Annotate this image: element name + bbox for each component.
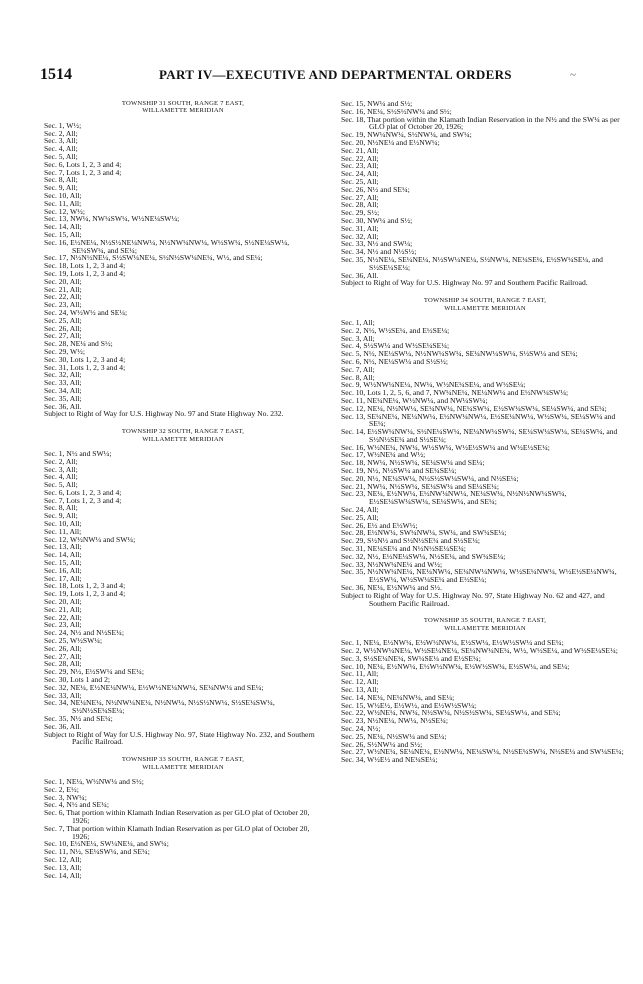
section-line: Sec. 20, N½NE¼ and E½NW¼; [341, 137, 440, 147]
section-line: Sec. 11, NE¼NE¼, W½NW¼, and NW¼SW¼; [341, 395, 488, 405]
section-line: Sec. 16, NE¼, S½S½NW¼ and S½; [341, 106, 452, 116]
section-line: Sec. 25, All; [44, 315, 82, 325]
left-column [44, 100, 322, 879]
section-list [44, 778, 322, 879]
section-line: Sec. 20, All; [44, 276, 82, 286]
section-line: Sec. 18, NW¼, N½SW¼, SE¼SW¼ and SE¼; [341, 458, 485, 468]
section-line: Sec. 10, NE¼, E½NW¼, E½W½NW¼, E½W½SW¼, E½SW¼, and SE¼; [341, 661, 570, 671]
township-heading [341, 297, 629, 312]
page-number: 1514 [40, 66, 72, 83]
section-line: Sec. 24, N½ and N½SE¼; [44, 628, 124, 638]
section-line: Sec. 22, All; [44, 612, 82, 622]
section-line: Sec. 32, All; [341, 231, 379, 241]
section-line: Sec. 20, N½, NE¼SW¼, N½S½SW¼SW¼, and N½SE¼; [341, 473, 519, 483]
township-section [341, 287, 629, 607]
section-line: Sec. 3, All; [44, 464, 78, 474]
section-line: Sec. 23, N½NE¼, NW¼, N½SE¼; [341, 716, 448, 726]
township-heading [341, 617, 629, 632]
section-line: Sec. 28, NE¼ and S½; [44, 339, 113, 349]
heading-line: TOWNSHIP 32 SOUTH, RANGE 7 EAST, [121, 428, 245, 436]
section-line: Sec. 27, W½NE¼, SE¼NE¼, E½NW¼, NE¼SW¼, N½SE¼SW¼, N½SE¼ and SW¼SE¼; [341, 747, 624, 757]
section-line: Sec. 17, W½NE¼ and W½; [341, 450, 426, 460]
section-line: Sec. 22, All; [44, 292, 82, 302]
section-line: Sec. 7, Lots 1, 2, 3 and 4; [44, 495, 122, 505]
section-line: Sec. 25, NE¼, N½SW¼ and SE¼; [341, 731, 447, 741]
page-title: PART IV—EXECUTIVE AND DEPARTMENTAL ORDERS [159, 67, 512, 82]
section-line: Sec. 5, All; [44, 152, 78, 161]
section-line: Sec. 14, All; [44, 870, 82, 880]
section-list [341, 639, 629, 764]
section-line: Sec. 36, All. [44, 721, 82, 731]
section-line: Sec. 15, All; [44, 558, 82, 568]
heading-line: WILLAMETTE MERIDIAN [142, 435, 224, 443]
section-line: Sec. 16, E½NE¼, N½S½NE¼NW¼, N½NW¼NW¼, W½SW¼, S½NE¼SW¼, SE¼SW¼, and SE¼; [44, 237, 290, 255]
section-line: Sec. 36, NE¼, E½NW¼ and S½. [341, 583, 443, 593]
section-line: Sec. 12, NE¼, N½NW¼, SE¼NW¼, NE¼SW¼, E½SW¼SW¼, SE¼SW¼, and SE¼; [341, 403, 607, 413]
section-line: Sec. 1, NE¼, E½NW¼, E½W½NW¼, E½SW¼, E½W½SW¼ and SE¼; [341, 638, 564, 648]
section-line: Sec. 25, W½SW¼; [44, 636, 103, 646]
section-line: Sec. 14, All; [44, 550, 82, 560]
section-line: Sec. 2, All; [44, 128, 78, 138]
section-line: Sec. 34, NE¼NE¼, N½NW¼NE¼, N½NW¼, N½S½NW¼, S½SE¼SW¼, S½N½SE¼SE¼; [44, 698, 275, 716]
section-line: Sec. 16, All; [44, 565, 82, 575]
section-line: Sec. 12, All; [44, 854, 82, 864]
section-line: Sec. 32, All; [44, 370, 82, 380]
heading-line: WILLAMETTE MERIDIAN [142, 763, 224, 771]
heading-line: TOWNSHIP 34 SOUTH, RANGE 7 EAST, [423, 297, 547, 305]
section-line: Sec. 11, All; [341, 669, 379, 679]
section-line: Sec. 32, N½, E½NE¼SW¼, N½SE¼, and SW¼SE¼; [341, 551, 506, 561]
section-line: Sec. 7, All; [341, 364, 375, 374]
section-line: Sec. 8, All; [44, 175, 78, 185]
section-line: Sec. 8, All; [341, 372, 375, 382]
section-line: Sec. 33, All; [44, 378, 82, 388]
township-section [44, 418, 322, 746]
section-line: Sec. 15, W½E½, E½W½, and E½W½SW¼; [341, 700, 477, 710]
section-line: Sec. 4, S½SW¼ and W½SE¼SE¼; [341, 341, 450, 351]
section-line: Sec. 24, N½; [341, 724, 381, 733]
page-header [40, 66, 620, 90]
heading-line: TOWNSHIP 31 SOUTH, RANGE 7 EAST, [121, 100, 245, 107]
right-of-way-note: Subject to Right of Way for U.S. Highway No. 97 and Southern Pacific Railroad. [341, 278, 588, 288]
section-line: Sec. 22, W½NE¼, NW¼, N½SW¼, N½S½SW¼, SE¼SW¼, and SE¼; [341, 708, 561, 718]
section-line: Sec. 12, All; [341, 677, 379, 687]
section-line: Sec. 9, All; [44, 511, 78, 521]
section-line: Sec. 10, All; [44, 519, 82, 529]
section-line: Sec. 29, N½, E½SW¼ and SE¼; [44, 667, 144, 677]
section-gap [44, 418, 322, 428]
section-line: Sec. 8, All; [44, 503, 78, 513]
township-section [44, 746, 322, 879]
section-line: Sec. 21, All; [44, 604, 82, 614]
section-line: Sec. 30, Lots 1 and 2; [44, 675, 111, 685]
section-line: Sec. 13, All; [44, 542, 82, 552]
section-line: Sec. 13, SE¼NE¼, NE¼NW¼, E½NW¼NW¼, E½SE¼NW¼, W½SW¼, SE¼SW¼ and SE¼; [341, 411, 616, 429]
section-line: Sec. 35, N½NW¼NE¼, NE¼NW¼, SE¼NW¼NW¼, W½SE¼NW¼, W½E½SE¼NW¼, E½SW¼, W½SW¼SE¼ and E½SE¼; [341, 567, 617, 585]
section-gap [44, 746, 322, 756]
section-line: Sec. 15, NW¼ and S½; [341, 99, 413, 108]
heading-line: TOWNSHIP 33 SOUTH, RANGE 7 EAST, [121, 756, 245, 764]
section-line: Sec. 21, All; [341, 145, 379, 155]
section-line: Sec. 21, All; [44, 284, 82, 294]
township-section [341, 100, 629, 287]
section-line: Sec. 17, All; [44, 573, 82, 583]
section-line: Sec. 12, W½NW¼ and SW¼; [44, 534, 136, 544]
section-line: Sec. 29, S½N½ and S½N½SE¼ and S½SE¼; [341, 536, 481, 546]
section-line: Sec. 26, N½ and SE¼; [341, 184, 410, 194]
section-line: Sec. 23, All; [44, 300, 82, 310]
section-line: Sec. 34, W½E½ and NE¼SE¼; [341, 755, 438, 765]
section-list [341, 319, 629, 607]
section-line: Sec. 31, NE¼SE¼ and N½N½SE¼SE¼; [341, 544, 466, 554]
section-line: Sec. 24, All; [341, 505, 379, 515]
section-line: Sec. 27, All; [341, 192, 379, 202]
section-line: Sec. 18, Lots 1, 2, 3 and 4; [44, 581, 126, 591]
township-heading [44, 428, 322, 443]
section-line: Sec. 10, All; [44, 190, 82, 200]
section-line: Sec. 24, All; [341, 169, 379, 179]
heading-line: WILLAMETTE MERIDIAN [444, 304, 526, 312]
section-line: Sec. 11, All; [44, 198, 82, 208]
section-line: Sec. 31, Lots 1, 2, 3 and 4; [44, 362, 126, 372]
section-line: Sec. 11, All; [44, 526, 82, 536]
section-line: Sec. 6, Lots 1, 2, 3 and 4; [44, 487, 122, 497]
section-line: Sec. 35, N½NE¼, SE¼NE¼, N½SW¼NE¼, S½NW¼, NE¼SE¼, E½SW¼SE¼, and S½SE¼SE¼; [341, 254, 603, 272]
section-line: Sec. 35, N½ and SE¼; [44, 714, 113, 723]
section-line: Sec. 26, All; [44, 643, 82, 653]
section-line: Sec. 14, All; [44, 222, 82, 232]
section-line: Sec. 11, N½, SE¼SW¼, and SE¼; [44, 847, 150, 857]
section-line: Sec. 7, Lots 1, 2, 3 and 4; [44, 167, 122, 177]
section-line: Sec. 34, All; [44, 385, 82, 395]
section-line: Sec. 26, E½ and E½W½; [341, 520, 418, 530]
section-line: Sec. 5, All; [44, 480, 78, 490]
section-line: Sec. 13, NW¼, NW¼SW¼, W½NE¼SW¼; [44, 214, 180, 224]
section-line: Sec. 6, That portion within Klamath Indian Reservation as per GLO plat of October 20, 1926; [44, 808, 310, 825]
section-line: Sec. 36, All. [44, 401, 82, 411]
section-line: Sec. 25, All; [341, 512, 379, 522]
section-line: Sec. 7, That portion within Klamath Indian Reservation as per GLO plat of October 20, 1926; [44, 823, 310, 841]
section-line: Sec. 15, All; [44, 229, 82, 239]
section-line: Sec. 4, All; [44, 472, 78, 482]
township-section [341, 607, 629, 764]
section-line: Sec. 36, All. [341, 270, 379, 280]
section-line: Sec. 14, E½SW¼NW¼, S½NE¼SW¼, NE¼NW¼SW¼, SE¼SW¼SW¼, SE¼SW¼, and S½N½SE¼ and S½SE¼; [341, 427, 618, 444]
section-line: Sec. 34, N½ and N½S½; [341, 247, 417, 257]
township-heading [44, 756, 322, 771]
section-line: Sec. 24, W½W½ and SE¼; [44, 307, 128, 317]
section-line: Sec. 28, All; [341, 200, 379, 210]
section-line: Sec. 1, NE¼, W½NW¼ and S½; [44, 777, 144, 786]
section-list [341, 100, 629, 287]
section-line: Sec. 19, Lots 1, 2, 3 and 4; [44, 589, 126, 599]
section-line: Sec. 28, E½NW¼, SW¼NW¼, SW¼, and SW¼SE¼; [341, 528, 507, 538]
section-line: Sec. 23, NE¼, E½NW¼, E½NW¼NW¼, NE¼SW¼, N½N½NW¼SW¼, E½SE¼SW¼SW¼, SE¼SW¼, and SE¼; [341, 489, 567, 507]
section-line: Sec. 6, Lots 1, 2, 3 and 4; [44, 159, 122, 169]
section-line: Sec. 33, N½ and SW¼; [341, 239, 413, 249]
section-line: Sec. 13, All; [341, 685, 379, 695]
section-line: Sec. 12, W½; [44, 206, 85, 216]
township-heading [44, 100, 322, 115]
section-line: Sec. 22, All; [341, 153, 379, 163]
section-line: Sec. 23, All; [341, 161, 379, 171]
section-line: Sec. 31, All; [341, 223, 379, 233]
section-line: Sec. 3, NW¼; [44, 792, 87, 802]
section-line: Sec. 3, All; [44, 136, 78, 146]
section-line: Sec. 29, S½; [341, 208, 380, 218]
section-line: Sec. 32, NE¼, E½NE¼NW¼, E½W½NE¼NW¼, SE¼NW¼ and SE¼; [44, 682, 264, 692]
section-line: Sec. 19, Lots 1, 2, 3 and 4; [44, 268, 126, 278]
township-section [44, 100, 322, 418]
section-line: Sec. 27, All; [44, 331, 82, 341]
section-line: Sec. 13, All; [44, 862, 82, 872]
right-of-way-note: Subject to Right of Way for U.S. Highway No. 97, State Highway No. 232, and Southern Pacific Railroad. [44, 729, 315, 747]
section-line: Sec. 18, Lots 1, 2, 3 and 4; [44, 261, 126, 271]
section-line: Sec. 27, All; [44, 651, 82, 661]
section-line: Sec. 17, N½N½NE¼, S½SW¼NE¼, S½N½SW¼NE¼, W½, and SE¼; [44, 253, 263, 263]
section-line: Sec. 2, E½; [44, 784, 79, 794]
section-list [44, 450, 322, 746]
section-line: Sec. 14, NE¼, NE¼NW¼, and SE¼; [341, 692, 455, 702]
section-line: Sec. 2, All; [44, 456, 78, 466]
section-line: Sec. 4, All; [44, 144, 78, 154]
section-line: Sec. 6, N½, NE¼SW¼ and S½S½; [341, 356, 448, 366]
heading-line: TOWNSHIP 35 SOUTH, RANGE 7 EAST, [423, 617, 547, 625]
heading-line: WILLAMETTE MERIDIAN [142, 107, 224, 115]
section-line: Sec. 4, N½ and SE¼; [44, 800, 109, 810]
section-line: Sec. 21, NW¼, N½SW¼, SE¼SW¼ and SE¼SE¼; [341, 481, 499, 491]
section-line: Sec. 30, Lots 1, 2, 3 and 4; [44, 354, 126, 364]
section-line: Sec. 29, W½; [44, 346, 85, 356]
section-line: Sec. 28, All; [44, 659, 82, 669]
section-line: Sec. 35, All; [44, 393, 82, 403]
section-line: Sec. 5, N½, NE¼SW¼, N½NW¼SW¼, SE¼NW¼SW¼, S½SW¼ and SE¼; [341, 349, 578, 359]
section-gap [341, 607, 629, 617]
section-line: Sec. 9, W½NW¼NE¼, NW¼, W½NE¼SE¼, and W½SE¼; [341, 380, 526, 390]
section-line: Sec. 10, Lots 1, 2, 5, 6, and 7, NW¼NE¼, NE¼NW¼ and E½NW¼SW¼; [341, 388, 569, 398]
section-line: Sec. 26, All; [44, 323, 82, 333]
section-line: Sec. 10, E½NE¼, SW¼NE¼, and SW¼; [44, 839, 169, 849]
section-line: Sec. 2, N½, W½SE¼, and E½SE¼; [341, 325, 450, 335]
section-line: Sec. 16, W½NE¼, NW¼, W½SW¼, W½E½SW¼ and W½E½SE¼; [341, 442, 550, 452]
section-line: Sec. 19, N½, N½SW¼ and SE¼SE¼; [341, 466, 457, 476]
section-line: Sec. 26, S½NW¼ and S½; [341, 739, 423, 749]
section-line: Sec. 9, All; [44, 183, 78, 193]
section-line: Sec. 3, S½SE¼NE¼, SW¼SE¼ and E½SE¼; [341, 653, 481, 663]
section-line: Sec. 19, NW¼NW¼, S½NW¼, and SW¼; [341, 130, 472, 140]
section-line: Sec. 18, That portion within the Klamath Indian Reservation in the N½ and the SW¼ as per GLO plat of October 20, 1926; [341, 114, 620, 132]
section-line: Sec. 30, NW¼ and S½; [341, 215, 413, 225]
margin-mark: ~ [570, 69, 576, 81]
section-line: Sec. 1, All; [341, 317, 375, 327]
right-of-way-note: Subject to Right of Way for U.S. Highway No. 97, State Highway No. 62 and 427, and Southern Pacific Railroad. [341, 590, 605, 608]
section-line: Sec. 3, All; [341, 333, 375, 343]
right-of-way-note: Subject to Right of Way for U.S. Highway No. 97 and State Highway No. 232. [44, 409, 284, 419]
section-line: Sec. 1, N½ and SW¼; [44, 448, 112, 458]
right-column [341, 100, 629, 764]
section-line: Sec. 33, N½NW¼NE¼ and W½; [341, 559, 443, 569]
section-line: Sec. 25, All; [341, 176, 379, 186]
section-line: Sec. 2, W½NW¼NE¼, W½SE¼NE¼, SE¼NW¼NE¼, W½, W½SE¼, and W½SE¼SE¼; [341, 646, 618, 656]
section-line: Sec. 20, All; [44, 597, 82, 607]
section-gap [341, 287, 629, 297]
heading-line: WILLAMETTE MERIDIAN [444, 624, 526, 632]
section-line: Sec. 1, W½; [44, 120, 82, 130]
section-line: Sec. 23, All; [44, 620, 82, 630]
section-line: Sec. 33, All; [44, 690, 82, 700]
section-list [44, 122, 322, 418]
